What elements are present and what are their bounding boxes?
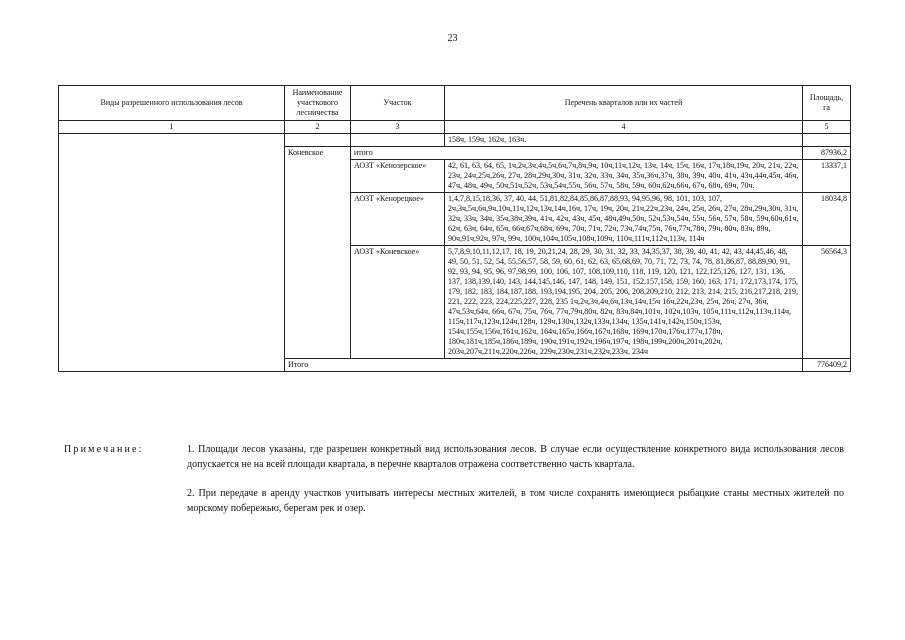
note-item-1: 1. Площади лесов указаны, где разрешен конкретный вид использования лесов. В случае если осуществление конкретного вида использования лесов допускается не на всей площади квартала, в перечне кварталов отражена соответственно часть квартала. [187,444,844,470]
area-cell: 18034,8 [803,193,851,246]
quarters-cell: 158ч, 159ч, 162ч, 163ч. [445,134,803,147]
header-plot: Участок [351,86,445,121]
notes-label: Примечание: [64,444,144,455]
header-quarters: Перечень кварталов или их частей [445,86,803,121]
forest-use-table [58,85,851,372]
area-cell: 56564,3 [803,246,851,359]
column-number-row [59,121,851,134]
area-cell: 13337,1 [803,160,851,193]
table-header-row [59,86,851,121]
column-number: 1 [59,121,285,134]
header-district: Наименование участкового лесничества [285,86,351,121]
area-cell: 87936,2 [803,147,851,160]
total-area: 776409,2 [803,359,851,372]
header-area: Площадь, га [803,86,851,121]
plot-cell: АОЗТ «Коневское» [351,246,445,359]
quarters-cell: 42, 61, 63, 64, 65, 1ч,2ч,3ч,4ч,5ч,6ч,7ч,8ч,9ч, 10ч,11ч,12ч, 13ч, 14ч, 15ч, 16ч, 17ч,18ч,19ч, 20ч, 21ч, 22ч, 23ч, 24ч,25ч,26ч, 27ч, 28ч,29ч,30ч, 31ч, 32ч, 33ч, 34ч, 35ч,36ч,37ч, 38ч, 39ч, 40ч, 41ч, 43ч,44ч,45ч, 46ч, 47ч, 48ч, 49ч, 50ч,51ч,52ч, 53ч,54ч,55ч, 56ч, 57ч, 58ч, 59ч, 60ч,62ч,66ч, 67ч, 68ч, 69ч, 70ч. [445,160,803,193]
use-type-cell [59,134,285,372]
column-number: 3 [351,121,445,134]
plot-cell [351,134,445,147]
plot-cell: АОЗТ «Кенозерское» [351,160,445,193]
header-use-type: Виды разрешенного использования лесов [59,86,285,121]
subtotal-label: итого [351,147,803,160]
column-number: 2 [285,121,351,134]
district-cell [285,134,351,147]
plot-cell: АОЗТ «Кенорецкое» [351,193,445,246]
column-number: 4 [445,121,803,134]
note-item-2: 2. При передаче в аренду участков учитывать интересы местных жителей, в том числе сохранять имеющиеся рыбацкие станы местных жителей по морскому побережью, берегам рек и озер. [187,488,844,514]
table-row [59,134,851,147]
total-label: Итого [285,359,803,372]
area-cell [803,134,851,147]
page-number: 23 [447,33,458,44]
quarters-cell: 5,7,8,9,10,11,12,17, 18, 19, 20,21,24, 28, 29, 30, 31, 32, 33, 34,35,37, 38, 39, 40, 41, 42, 43, 44,45,46, 48, 49, 50, 51, 52, 54, 55,56,57, 58, 59, 60, 61, 62, 63, 65,68,69, 70, 71, 72, 73, 74, 78, 81,86,87, 88,89,90, 91, 92, 93, 94, 95, 96, 97,98,99, 100, 106, 107, 108,109,110, 118, 119, 120, 121, 122,125,126, 127, 131, 136, 137, 138,139,140, 143, 144,145,146, 147, 148, 149, 151, 152,157,158, 159, 160, 163, 171, 172,173,174, 175, 179, 182, 183, 184,187,188, 193,194,195, 204, 205, 206, 208,209,210, 212, 213, 214, 215, 216,217,218, 219, 221, 222, 223, 224,225,227, 228, 235 1ч,2ч,3ч,4ч,6ч,13ч,14ч,15ч 16ч,22ч,23ч, 25ч, 26ч, 27ч, 36ч, 47ч,53ч,64ч, 66ч, 67ч, 75ч, 76ч, 77ч,79ч,80ч, 82ч, 83ч,84ч,101ч, 102ч,103ч, 105ч,111ч,112ч,113ч,114ч, 115ч,117ч,123ч,124ч,128ч, 129ч,130ч,132ч,133ч,134ч, 135ч,141ч,142ч,150ч,153ч, 154ч,155ч,156ч,161ч,162ч, 164ч,165ч,166ч,167ч,168ч, 169ч,170ч,176ч,177ч,178ч, 180ч,181ч,185ч,186ч,189ч, 190ч,191ч,192ч,196ч,197ч, 198ч,199ч,200ч,201ч,202ч, 203ч,207ч,211ч,220ч,226ч, 229ч,230ч,231ч,232ч,233ч, 234ч [445,246,803,359]
quarters-cell: 1,4,7,8,15,18,36, 37, 40, 44, 51,81,82,84,85,86,87,88,93, 94,95,96, 98, 101, 103, 107, 2ч,3ч,5ч,6ч,9ч,10ч,11ч,12ч,13ч,14ч,16ч, 17ч, 19ч, 20ч, 21ч,22ч,23ч, 24ч, 25ч, 26ч, 27ч, 28ч,29ч,30ч, 31ч, 32ч, 33ч, 34ч, 35ч,38ч,39ч, 41ч, 42ч, 43ч, 45ч, 48ч,49ч,50ч, 52ч,53ч,54ч, 55ч, 56ч, 57ч, 58ч, 59ч,60ч,61ч, 62ч, 63ч, 64ч, 65ч, 66ч,67ч,68ч, 69ч, 70ч, 71ч, 72ч, 73ч,74ч,75ч, 76ч,77ч,78ч, 79ч, 80ч, 83ч, 89ч, 90ч,91ч,92ч, 97ч, 99ч, 100ч,104ч,105ч,108ч,109ч, 110ч,111ч,112ч,113ч, 114ч [445,193,803,246]
column-number: 5 [803,121,851,134]
district-cell: Коневское [285,147,351,359]
